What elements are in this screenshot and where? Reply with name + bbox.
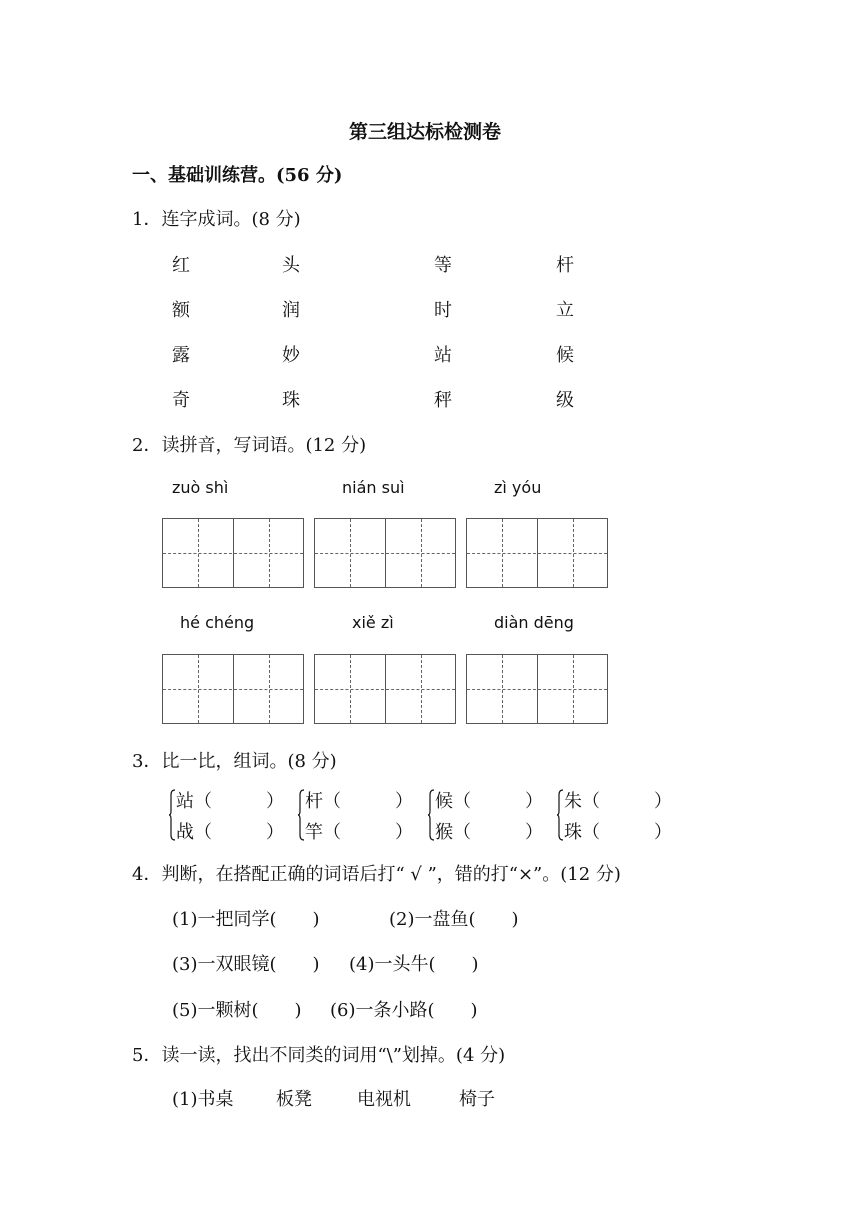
q1-char: 头 bbox=[282, 255, 300, 276]
writing-box[interactable] bbox=[314, 518, 456, 588]
question-3-heading: 3．比一比，组词。(8 分) bbox=[132, 751, 337, 772]
compare-item[interactable]: 战（ ） bbox=[176, 822, 284, 843]
compare-item[interactable]: 候（ ） bbox=[435, 791, 543, 812]
judge-item[interactable]: (1)一把同学( ) bbox=[172, 909, 320, 930]
brace-icon bbox=[298, 789, 305, 841]
word-option[interactable]: (1)书桌 bbox=[172, 1089, 234, 1110]
word-option[interactable]: 电视机 bbox=[357, 1089, 411, 1110]
brace-icon bbox=[428, 789, 435, 841]
q1-char: 站 bbox=[434, 345, 452, 366]
page-title: 第三组达标检测卷 bbox=[349, 121, 502, 143]
pinyin-label: nián suì bbox=[342, 478, 405, 497]
section-heading-basics: 一、基础训练营。(56 分) bbox=[132, 165, 343, 186]
compare-item[interactable]: 珠（ ） bbox=[564, 822, 672, 843]
q1-char: 额 bbox=[172, 300, 190, 321]
q1-char: 润 bbox=[282, 300, 300, 321]
pinyin-label: diàn dēng bbox=[494, 613, 574, 632]
q1-char: 红 bbox=[172, 255, 190, 276]
judge-item[interactable]: (3)一双眼镜( ) bbox=[172, 954, 320, 975]
q1-char: 级 bbox=[556, 390, 574, 411]
writing-box[interactable] bbox=[162, 654, 304, 724]
word-option[interactable]: 椅子 bbox=[459, 1089, 495, 1110]
writing-box[interactable] bbox=[466, 518, 608, 588]
question-2-heading: 2．读拼音，写词语。(12 分) bbox=[132, 435, 367, 456]
judge-item[interactable]: (4)一头牛( ) bbox=[349, 954, 479, 975]
pinyin-label: zuò shì bbox=[172, 478, 229, 497]
compare-item[interactable]: 朱（ ） bbox=[564, 791, 672, 812]
q1-char: 妙 bbox=[282, 345, 300, 366]
q1-char: 杆 bbox=[556, 255, 574, 276]
judge-item[interactable]: (5)一颗树( ) bbox=[172, 1000, 302, 1021]
judge-item[interactable]: (6)一条小路( ) bbox=[330, 1000, 478, 1021]
writing-box[interactable] bbox=[162, 518, 304, 588]
q1-char: 立 bbox=[556, 300, 574, 321]
judge-item[interactable]: (2)一盘鱼( ) bbox=[389, 909, 519, 930]
question-1-heading: 1．连字成词。(8 分) bbox=[132, 209, 301, 230]
writing-box[interactable] bbox=[466, 654, 608, 724]
compare-item[interactable]: 猴（ ） bbox=[435, 822, 543, 843]
q1-char: 奇 bbox=[172, 390, 190, 411]
q1-char: 珠 bbox=[282, 390, 300, 411]
question-4-heading: 4．判断，在搭配正确的词语后打“ √ ”，错的打“×”。(12 分) bbox=[132, 864, 621, 885]
compare-item[interactable]: 杆（ ） bbox=[305, 791, 413, 812]
pinyin-label: xiě zì bbox=[352, 613, 394, 632]
brace-icon bbox=[557, 789, 564, 841]
question-5-heading: 5．读一读，找出不同类的词用“\”划掉。(4 分) bbox=[132, 1045, 506, 1066]
pinyin-label: hé chéng bbox=[180, 613, 255, 632]
pinyin-label: zì yóu bbox=[494, 478, 542, 497]
q1-char: 时 bbox=[434, 300, 452, 321]
q1-char: 等 bbox=[434, 255, 452, 276]
brace-icon bbox=[169, 789, 176, 841]
q1-char: 露 bbox=[172, 345, 190, 366]
q1-char: 候 bbox=[556, 345, 574, 366]
compare-item[interactable]: 站（ ） bbox=[176, 791, 284, 812]
word-option[interactable]: 板凳 bbox=[276, 1089, 312, 1110]
compare-item[interactable]: 竿（ ） bbox=[305, 822, 413, 843]
writing-box[interactable] bbox=[314, 654, 456, 724]
q1-char: 秤 bbox=[434, 390, 452, 411]
